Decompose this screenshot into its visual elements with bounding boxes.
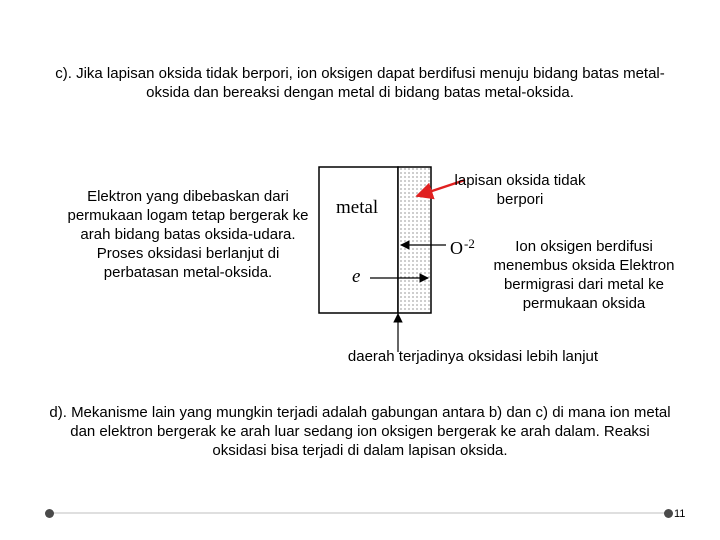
left-note: Elektron yang dibebaskan dari permukaan logam tetap bergerak ke arah bidang batas oksida-udara. Proses oksidasi berlanjut di perbatasan metal-oksida.: [67, 188, 309, 281]
oxygen-ion-label: [450, 236, 475, 259]
metal-block: [319, 167, 398, 313]
paragraph-d: d). Mekanisme lain yang mungkin terjadi adalah gabungan antara b) dan c) di mana ion metal dan elektron bergerak ke arah luar sedang ion oksigen bergerak ke arah dalam. Reaksi oksidasi bisa terjadi di dalam lapisan oksida.: [49, 404, 671, 459]
metal-label: metal: [336, 197, 379, 218]
oxygen-charge: -2: [464, 236, 475, 251]
page-number: 11: [674, 508, 686, 520]
footer-right-dot: [664, 509, 673, 518]
oxygen-symbol: O: [450, 238, 463, 258]
oxide-layer: [398, 167, 431, 313]
oxide-layer-label: lapisan oksida tidak berpori: [454, 172, 586, 208]
oxidation-zone-label: daerah terjadinya oksidasi lebih lanjut: [347, 348, 599, 365]
paragraph-c: c). Jika lapisan oksida tidak berpori, ion oksigen dapat berdifusi menuju bidang batas metal-oksida dan bereaksi dengan metal di bidang batas metal-oksida.: [55, 65, 665, 101]
footer-left-dot: [45, 509, 54, 518]
electron-label: e: [352, 266, 361, 287]
ion-diffusion-note: Ion oksigen berdifusi menembus oksida Elektron bermigrasi dari metal ke permukaan oksida: [493, 238, 675, 312]
